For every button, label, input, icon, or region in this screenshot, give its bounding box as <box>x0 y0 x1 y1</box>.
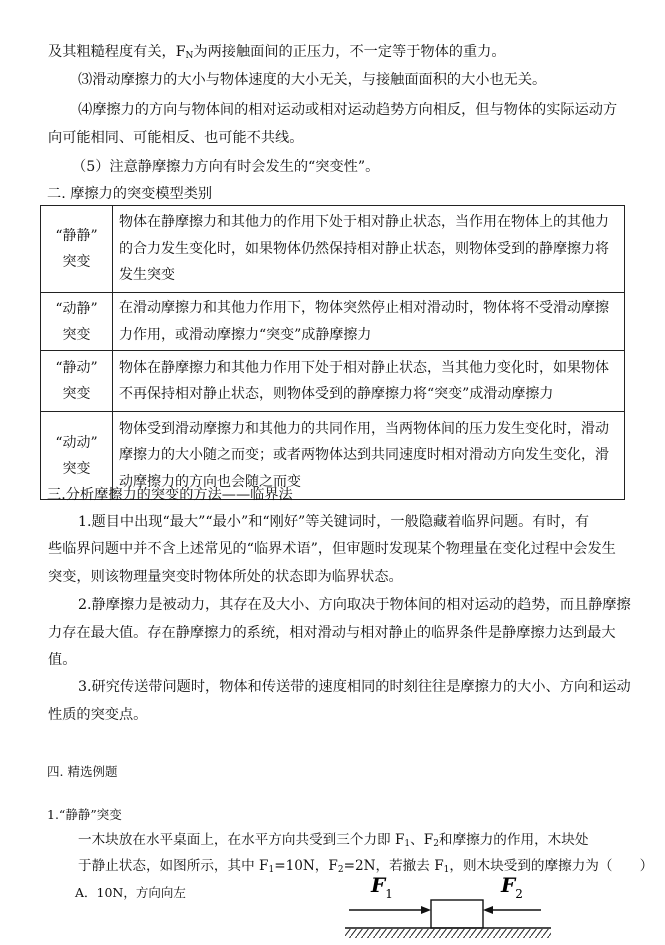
section-3-p2-line-1: 2.静摩擦力是被动力，其存在及大小、方向取决于物体间的相对运动的趋势，而且静摩擦 <box>78 597 631 613</box>
wood-block <box>431 900 483 928</box>
table-row <box>41 206 625 293</box>
point-4-line-2: 向可能相同、可能相反、也可能不共线。 <box>48 130 304 146</box>
section-3-title: 三.分析摩擦力的突变的方法——临界法 <box>47 487 293 503</box>
row-label: “动动” 突变 <box>41 412 113 500</box>
table-row <box>41 293 625 351</box>
row-label: “静动” 突变 <box>41 351 113 412</box>
section-3-p2-line-2: 力存在最大值。存在静摩擦力的系统，相对滑动与相对静止的临界条件是静摩擦力达到最大 <box>48 625 616 641</box>
friction-mode-table <box>40 205 625 500</box>
table-row <box>41 351 625 412</box>
point-3: ⑶滑动摩擦力的大小与物体速度的大小无关，与接触面面积的大小也无关。 <box>78 72 547 88</box>
section-3-p3-line-2: 性质的突变点。 <box>48 707 148 723</box>
section-2-title: 二. 摩擦力的突变模型类别 <box>47 186 213 202</box>
f1-arrowhead <box>421 906 431 914</box>
section-3-p1-line-3: 突变，则该物理量突变时物体所处的状态即为临界状态。 <box>48 569 403 585</box>
section-3-p3-line-1: 3.研究传送带问题时，物体和传送带的速度相同的时刻往往是摩擦力的大小、方向和运动 <box>78 679 631 695</box>
option-a: A．10N，方向向左 <box>75 885 186 900</box>
point-5: （5）注意静摩擦力方向有时会发生的“突变性”。 <box>72 159 380 175</box>
label-f1: $F_1$ <box>371 873 393 901</box>
f2-arrowhead <box>483 906 493 914</box>
row-description: 物体受到滑动摩擦力和其他力的共同作用，当两物体间的压力发生变化时，滑动 摩擦力的大小随之而变；或者两物体达到共同速度时相对滑动方向发生变化，滑 动摩擦力的方向也会随之而变 <box>113 412 625 500</box>
row-label: “动静” 突变 <box>41 293 113 351</box>
section-4-title: 四. 精选例题 <box>47 764 118 779</box>
row-description: 在滑动摩擦力和其他力作用下，物体突然停止相对滑动时，物体将不受滑动摩擦 力作用，或滑动摩擦力“突变”成静摩擦力 <box>113 293 625 351</box>
section-3-p1-line-2: 些临界问题中并不含上述常见的“临界术语”，但审题时发现某个物理量在变化过程中会发生 <box>48 541 616 557</box>
example-1-line-1: 一木块放在水平桌面上，在水平方向共受到三个力即 $F_1$、$F_2$和摩擦力的作用，木块处 <box>78 832 589 849</box>
section-3-p1-line-1: 1.题目中出现“最大”“最小”和“刚好”等关键词时，一般隐藏着临界问题。有时，有 <box>78 514 590 530</box>
example-1-title: 1.“静静”突变 <box>47 807 122 822</box>
point-4-line-1: ⑷摩擦力的方向与物体间的相对运动或相对运动趋势方向相反，但与物体的实际运动方 <box>78 102 618 118</box>
row-label: “静静” 突变 <box>41 206 113 293</box>
example-1-line-2: 于静止状态，如图所示，其中 $F_1=10N$，$F_2=2N$，若撤去 $F_1$，则木块受到的摩擦力为（ ） <box>78 858 654 875</box>
row-description: 物体在静摩擦力和其他力作用下处于相对静止状态，当其他力变化时，如果物体 不再保持相对静止状态，则物体受到的静摩擦力将“突变”成滑动摩擦力 <box>113 351 625 412</box>
surface-hatching <box>345 929 551 938</box>
label-f2: $F_2$ <box>501 873 523 901</box>
intro-line-1: 及其粗糙程度有关，$F_N$为两接触面间的正压力，不一定等于物体的重力。 <box>48 44 506 61</box>
force-diagram <box>345 872 555 945</box>
row-description: 物体在静摩擦力和其他力的作用下处于相对静止状态，当作用在物体上的其他力 的合力发生变化时，如果物体仍然保持相对静止状态，则物体受到的静摩擦力将 发生突变 <box>113 206 625 293</box>
section-3-p2-line-3: 值。 <box>48 652 77 668</box>
